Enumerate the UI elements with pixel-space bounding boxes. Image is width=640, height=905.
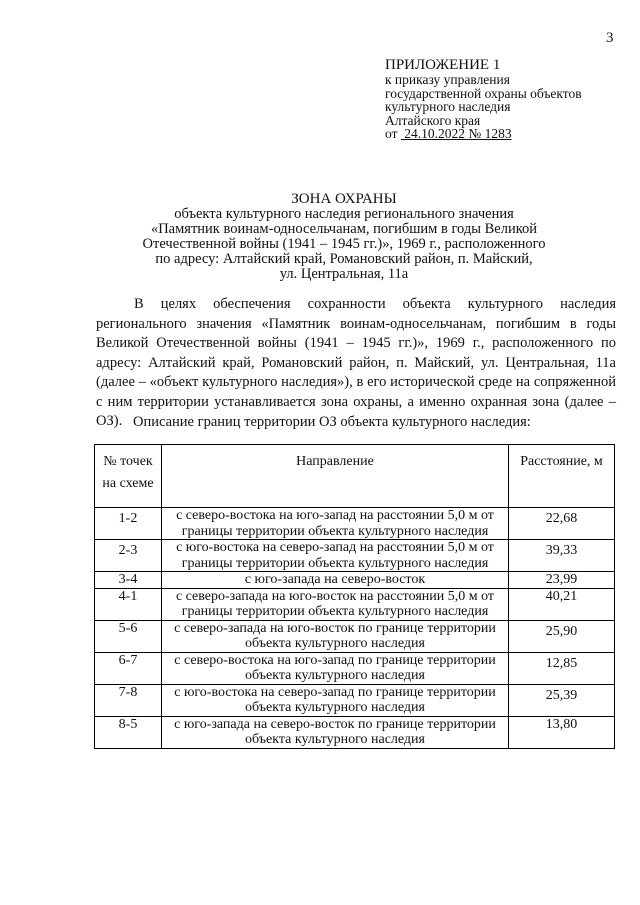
appendix-line: государственной охраны объектов xyxy=(385,85,582,101)
intro-text: В целях обеспечения сохранности объекта культурного наследия регионального значения «Памятник воинам-односельчанам, погибшим в годы Великой Отечественной войны (1941 – 1945 гг.)», 1969 г., расположенного по адресу: Алтайский край, Романовский район, п. Майский, ул. Центральная, 11а (далее – «объект культурного наследия»), в его исторической среде на сопряженной с ним территории устанавливается зона охраны, а именно охранная зона (далее – ОЗ). xyxy=(96,296,616,429)
intro-paragraph xyxy=(96,295,616,432)
table-row xyxy=(95,540,615,572)
cell-distance: 40,21 xyxy=(509,588,615,620)
order-date-line xyxy=(385,127,582,141)
cell-distance: 12,85 xyxy=(509,652,615,684)
appendix-block xyxy=(385,58,582,141)
table-row xyxy=(95,620,615,652)
cell-points: 4-1 xyxy=(95,588,162,620)
cell-direction: с юго-запада на северо-восток по границе территории объекта культурного наследия xyxy=(162,716,509,748)
cell-direction: с северо-запада на юго-восток по границе территории объекта культурного наследия xyxy=(162,620,509,652)
zone-title-line: Отечественной войны (1941 – 1945 гг.)», 1969 г., расположенного xyxy=(142,236,546,252)
header-points: № точек на схеме xyxy=(95,445,162,508)
cell-points: 3-4 xyxy=(95,572,162,589)
table-row xyxy=(95,588,615,620)
cell-direction: с северо-запада на юго-восток на расстоянии 5,0 м от границы территории объекта культурного наследия xyxy=(162,588,509,620)
cell-distance: 23,99 xyxy=(509,572,615,589)
cell-points: 7-8 xyxy=(95,684,162,716)
cell-points: 8-5 xyxy=(95,716,162,748)
table-header-row xyxy=(95,445,615,508)
cell-points: 5-6 xyxy=(95,620,162,652)
zone-title-line: по адресу: Алтайский край, Романовский район, п. Майский, xyxy=(155,251,533,267)
header-distance: Расстояние, м xyxy=(509,445,615,508)
appendix-line: к приказу управления xyxy=(385,72,510,87)
cell-direction: с юго-востока на северо-запад по границе территории объекта культурного наследия xyxy=(162,684,509,716)
order-date-prefix: от xyxy=(385,126,398,141)
table-row xyxy=(95,716,615,748)
page-number: 3 xyxy=(606,30,614,46)
cell-distance: 13,80 xyxy=(509,716,615,748)
cell-direction: с юго-востока на северо-запад на расстоянии 5,0 м от границы территории объекта культурного наследия xyxy=(162,540,509,572)
header-direction: Направление xyxy=(162,445,509,508)
zone-heading: ЗОНА ОХРАНЫ xyxy=(291,191,397,207)
cell-points: 2-3 xyxy=(95,540,162,572)
cell-distance: 25,39 xyxy=(509,684,615,716)
table-row xyxy=(95,508,615,540)
table-row xyxy=(95,652,615,684)
cell-distance: 22,68 xyxy=(509,508,615,540)
table-row xyxy=(95,684,615,716)
cell-direction: с северо-востока на юго-запад по границе территории объекта культурного наследия xyxy=(162,652,509,684)
order-date: 24.10.2022 № 1283 xyxy=(404,126,512,141)
boundary-table xyxy=(94,444,615,749)
appendix-line: культурного наследия xyxy=(385,99,511,114)
cell-direction: с северо-востока на юго-запад на расстоянии 5,0 м от границы территории объекта культурного наследия xyxy=(162,508,509,540)
cell-direction: с юго-запада на северо-восток xyxy=(162,572,509,589)
cell-distance: 39,33 xyxy=(509,540,615,572)
zone-title-line: объекта культурного наследия регионального значения xyxy=(174,206,514,222)
cell-distance: 25,90 xyxy=(509,620,615,652)
table-caption: Описание границ территории ОЗ объекта культурного наследия: xyxy=(133,414,531,430)
table-row xyxy=(95,572,615,589)
appendix-title: ПРИЛОЖЕНИЕ 1 xyxy=(385,57,501,73)
cell-points: 1-2 xyxy=(95,508,162,540)
zone-title-line: «Памятник воинам-односельчанам, погибшим в годы Великой xyxy=(150,221,538,237)
zone-title-line: ул. Центральная, 11а xyxy=(279,266,409,282)
zone-title-block xyxy=(60,192,628,282)
cell-points: 6-7 xyxy=(95,652,162,684)
appendix-line: Алтайского края xyxy=(385,112,481,128)
